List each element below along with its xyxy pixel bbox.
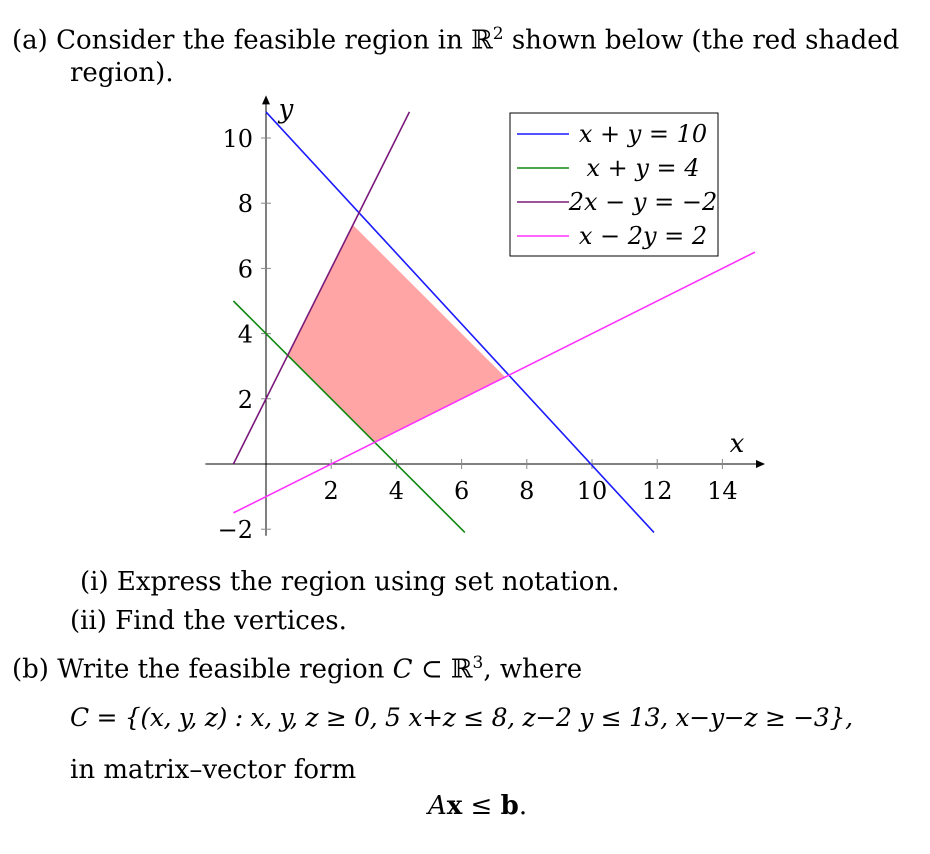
part-a-marker: (a) bbox=[12, 25, 48, 56]
part-a-field: ℝ bbox=[471, 25, 493, 56]
x-tick-label: 12 bbox=[641, 477, 673, 505]
x-tick-label: 6 bbox=[453, 477, 470, 505]
vector-x: x bbox=[446, 791, 463, 821]
legend-label-4: x − 2y = 2 bbox=[578, 222, 708, 250]
part-a-line-2: region). bbox=[70, 58, 174, 88]
part-a-exponent: 2 bbox=[492, 24, 504, 44]
legend-label-1: x + y = 10 bbox=[578, 120, 708, 148]
part-b-line-1 bbox=[12, 647, 582, 686]
part-b-set-definition: C = {(x, y, z) : x, y, z ≥ 0, 5 x+z ≤ 8, z−2 y ≤ 13, x−y−z ≥ −3}, bbox=[70, 703, 853, 732]
feasible-region bbox=[288, 225, 505, 442]
matrix-a: A bbox=[428, 791, 447, 821]
part-a-sub-ii: (ii) Find the vertices. bbox=[70, 606, 347, 636]
y-tick-label: −2 bbox=[217, 516, 253, 545]
series-line-4 bbox=[233, 252, 755, 513]
x-axis-label: x bbox=[729, 429, 745, 459]
legend-label-2: x + y = 4 bbox=[586, 154, 700, 182]
leq-symbol: ≤ bbox=[462, 791, 501, 821]
x-tick-label: 4 bbox=[388, 477, 405, 505]
part-b-field: ℝ bbox=[450, 654, 473, 685]
x-tick-label: 2 bbox=[323, 477, 339, 505]
part-b-text-after: , where bbox=[483, 654, 583, 685]
x-tick-label: 8 bbox=[519, 477, 535, 505]
x-tick-label: 10 bbox=[576, 477, 608, 505]
inequality-period: . bbox=[518, 791, 528, 821]
part-a-text-after: shown below (the red shaded bbox=[503, 25, 900, 56]
vector-b: b bbox=[500, 791, 519, 821]
part-b-text-before: Write the feasible region bbox=[57, 654, 393, 685]
legend-label-3: 2x − y = −2 bbox=[568, 188, 718, 216]
part-b-subset: ⊂ bbox=[412, 654, 451, 685]
y-axis-label: y bbox=[278, 94, 294, 125]
x-tick-label: 14 bbox=[707, 477, 738, 505]
part-a-text-before: Consider the feasible region in bbox=[56, 25, 472, 56]
x-axis-arrow bbox=[756, 460, 765, 468]
part-b-set-symbol: C bbox=[392, 654, 413, 685]
part-a-sub-i: (i) Express the region using set notation. bbox=[80, 567, 620, 597]
part-b-exponent: 3 bbox=[472, 653, 484, 673]
part-b-form-text: in matrix–vector form bbox=[70, 755, 357, 785]
y-tick-label: 2 bbox=[237, 385, 253, 414]
part-b-inequality bbox=[428, 790, 527, 822]
y-axis-arrow bbox=[262, 95, 270, 104]
y-tick-label: 10 bbox=[222, 125, 253, 153]
y-tick-label: 8 bbox=[237, 190, 253, 219]
part-b-marker: (b) bbox=[12, 654, 49, 685]
y-tick-label: 4 bbox=[237, 320, 253, 349]
y-tick-label: 6 bbox=[237, 255, 253, 284]
